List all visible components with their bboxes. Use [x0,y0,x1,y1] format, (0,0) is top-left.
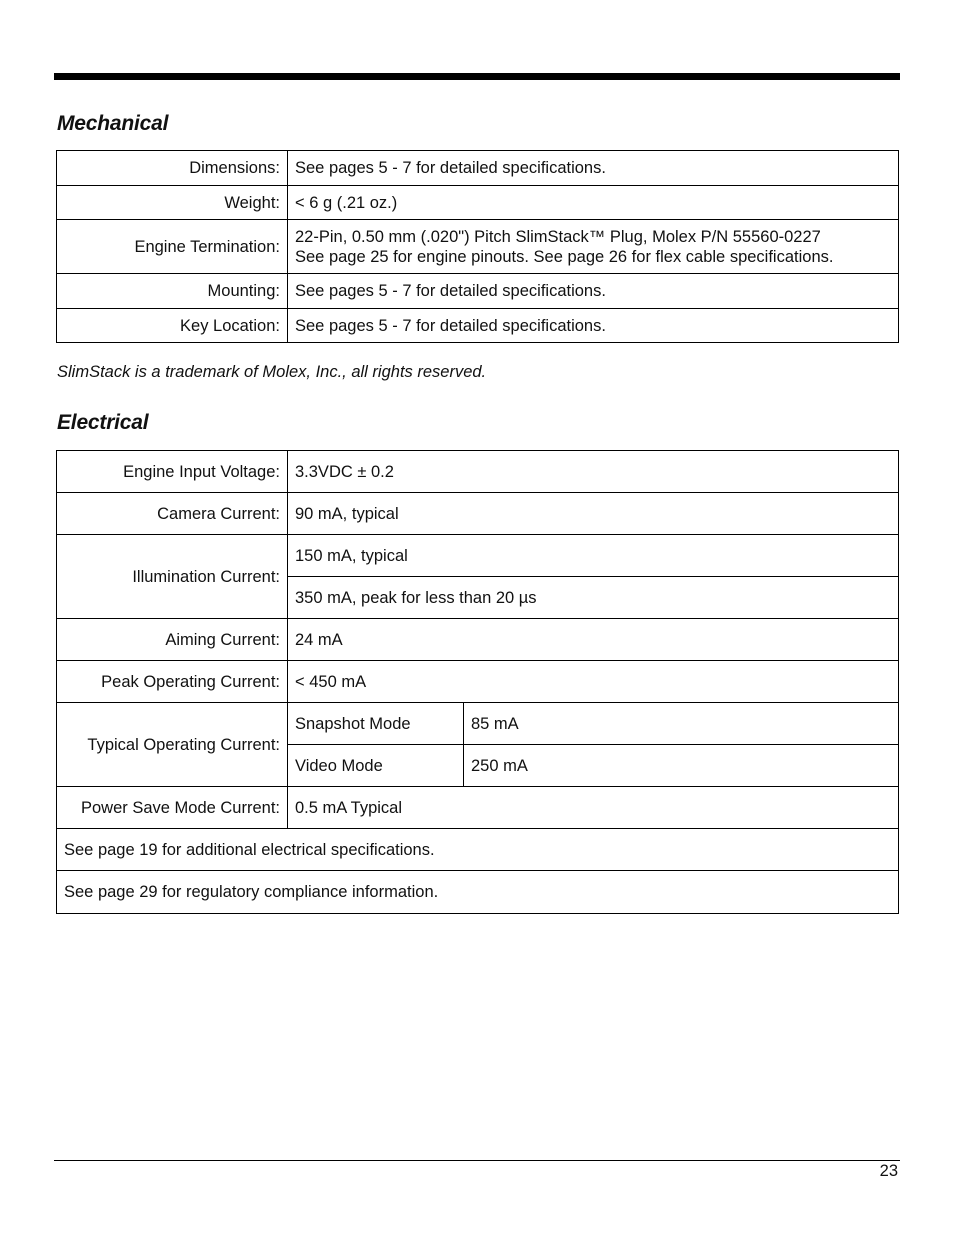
electrical-table [56,450,899,914]
mode-value: 250 mA [464,745,899,787]
value-line: See page 25 for engine pinouts. See page 26 for flex cable specifications. [295,247,834,266]
row-value: See pages 5 - 7 for detailed specifications. [288,309,899,343]
table-row [57,493,899,535]
electrical-heading: Electrical [57,411,149,434]
row-value: See pages 5 - 7 for detailed specifications. [288,151,899,186]
row-label: Illumination Current: [57,535,288,619]
footnote-cell: See page 29 for regulatory compliance information. [57,871,899,914]
mode-name: Snapshot Mode [288,703,464,745]
table-row [57,829,899,871]
footnote-cell: See page 19 for additional electrical specifications. [57,829,899,871]
row-label: Camera Current: [57,493,288,535]
row-value: < 450 mA [288,661,899,703]
row-label: Engine Termination: [57,220,288,274]
mechanical-table [56,150,899,343]
row-label: Dimensions: [57,151,288,186]
row-label: Peak Operating Current: [57,661,288,703]
row-label: Power Save Mode Current: [57,787,288,829]
footer-rule [54,1160,900,1161]
top-rule [54,73,900,80]
row-value: 3.3VDC ± 0.2 [288,451,899,493]
row-value: 350 mA, peak for less than 20 µs [288,577,899,619]
mode-name: Video Mode [288,745,464,787]
table-row [57,151,899,186]
row-label: Aiming Current: [57,619,288,661]
trademark-note: SlimStack is a trademark of Molex, Inc., all rights reserved. [57,363,487,381]
table-row [57,274,899,309]
row-value: 150 mA, typical [288,535,899,577]
page-number: 23 [879,1162,898,1180]
value-line: 22-Pin, 0.50 mm (.020") Pitch SlimStack™ Plug, Molex P/N 55560-0227 [295,227,821,246]
row-value [288,220,899,274]
table-row [57,309,899,343]
row-label: Key Location: [57,309,288,343]
table-row [57,220,899,274]
mode-value: 85 mA [464,703,899,745]
table-row [57,451,899,493]
table-row [57,787,899,829]
table-row [57,871,899,914]
table-row [57,535,899,577]
row-value: 24 mA [288,619,899,661]
row-value: See pages 5 - 7 for detailed specifications. [288,274,899,309]
row-value: < 6 g (.21 oz.) [288,186,899,220]
table-row [57,703,899,745]
table-row [57,661,899,703]
table-row [57,619,899,661]
row-label: Weight: [57,186,288,220]
mechanical-heading: Mechanical [57,112,169,135]
row-label: Mounting: [57,274,288,309]
row-value: 90 mA, typical [288,493,899,535]
table-row [57,186,899,220]
row-label: Typical Operating Current: [57,703,288,787]
row-label: Engine Input Voltage: [57,451,288,493]
row-value: 0.5 mA Typical [288,787,899,829]
